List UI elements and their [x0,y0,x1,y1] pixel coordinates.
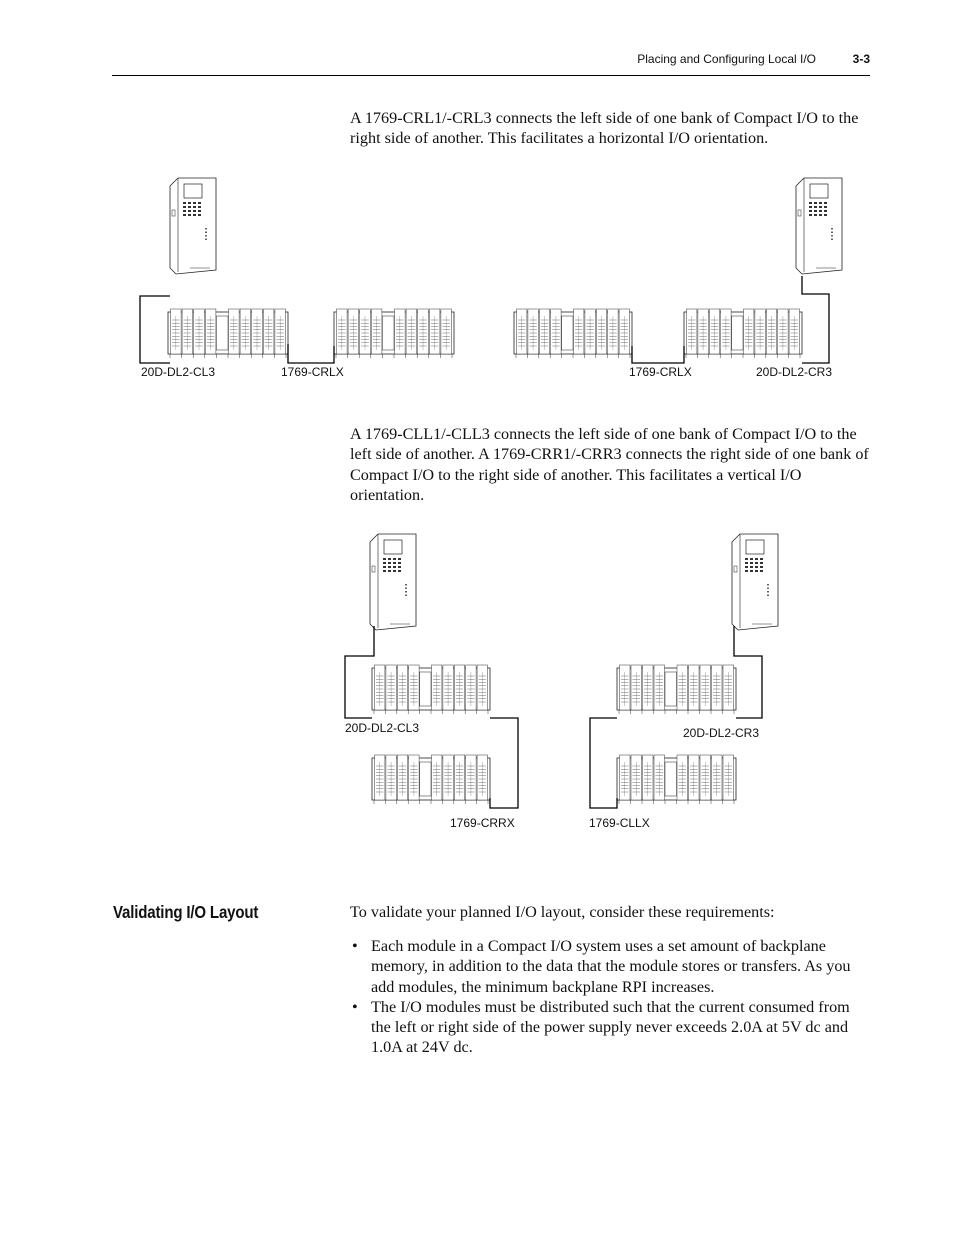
label-1769-cllx: 1769-CLLX [589,816,650,830]
paragraph-vertical-orientation: A 1769-CLL1/-CLL3 connects the left side of one bank of Compact I/O to the left side of another. A 1769-CRR1/-CRR3 connects the right side of one bank of Compact I/O to the right side of another. This facilitates a vertical I/O orientation. [350,425,869,504]
compact-io-bank [168,309,288,358]
horizontal-orientation-figure [0,170,954,390]
compact-io-bank [514,309,632,358]
section-heading: Validating I/O Layout [113,902,259,922]
list-item: • Each module in a Compact I/O system uses a set amount of backplane memory, in addition to the data that the module stores or transfers. As you add modules, the minimum backplane RPI increases. [350,936,870,997]
label-20d-dl2-cl3: 20D-DL2-CL3 [141,365,216,379]
paragraph-horizontal-orientation: A 1769-CRL1/-CRL3 connects the left side of one bank of Compact I/O to the right side of another. This facilitates a horizontal I/O orientation. [350,109,859,148]
label-20d-dl2-cr3: 20D-DL2-CR3 [683,726,760,740]
label-1769-crlx: 1769-CRLX [629,365,692,379]
compact-io-bank [372,755,490,804]
label-1769-crlx: 1769-CRLX [281,365,344,379]
cable [802,276,829,363]
label-20d-dl2-cr3: 20D-DL2-CR3 [756,365,833,379]
label-20d-dl2-cl3: 20D-DL2-CL3 [345,721,420,735]
compact-io-bank [684,309,802,358]
compact-io-bank [617,665,736,714]
list-item: • The I/O modules must be distributed such that the current consumed from the left or right side of the power supply never exceeds 2.0A at 5V dc and 1.0A at 24V dc. [350,997,870,1058]
running-header-title: Placing and Configuring Local I/O [637,52,816,66]
powerflex-drive-illustration [370,534,416,630]
vertical-orientation-figure [0,530,954,840]
cable [632,346,684,363]
cable [734,626,762,718]
compact-io-bank [617,755,736,804]
compact-io-bank [372,665,490,714]
powerflex-drive-illustration [796,178,842,274]
section-intro: To validate your planned I/O layout, consider these requirements: [350,903,775,921]
cable [140,296,170,363]
page-number: 3-3 [852,52,870,66]
compact-io-bank [334,309,454,358]
powerflex-drive-illustration [732,534,778,630]
label-1769-crrx: 1769-CRRX [450,816,515,830]
cable [490,718,518,808]
cable [288,344,334,363]
requirements-list [350,936,870,1058]
cable [590,718,617,808]
powerflex-drive-illustration [170,178,216,274]
header-rule [112,75,870,76]
cable [345,626,374,718]
